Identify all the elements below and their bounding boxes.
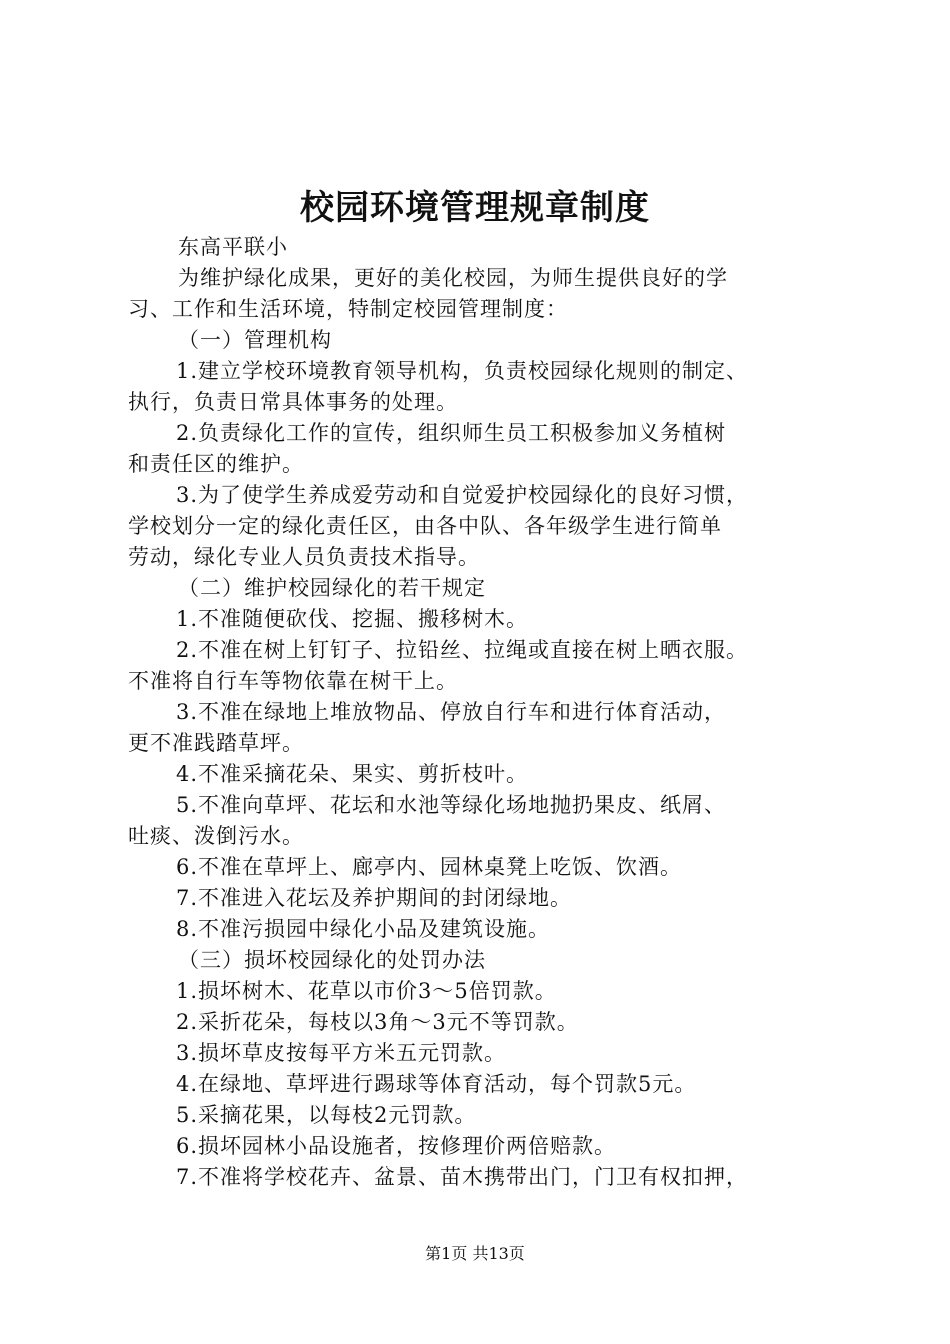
- paragraph-line: 3.不准在绿地上堆放物品、停放自行车和进行体育活动，: [176, 700, 727, 724]
- paragraph-line: 7.不准将学校花卉、盆景、苗木携带出门，门卫有权扣押，: [176, 1165, 749, 1189]
- document-body: [128, 232, 852, 1193]
- paragraph-line: 2.负责绿化工作的宣传，组织师生员工积极参加义务植树: [176, 421, 727, 445]
- paragraph-line: 8.不准污损园中绿化小品及建筑设施。: [176, 917, 551, 941]
- paragraph-line: 为维护绿化成果，更好的美化校园，为师生提供良好的学: [178, 266, 728, 290]
- section-heading: （三）损坏校园绿化的处罚办法: [178, 948, 486, 972]
- paragraph-line: 学校划分一定的绿化责任区，由各中队、各年级学生进行简单: [128, 514, 722, 538]
- paragraph-line: 劳动，绿化专业人员负责技术指导。: [128, 545, 480, 569]
- paragraph-line: 1.不准随便砍伐、挖掘、搬移树木。: [176, 607, 529, 631]
- paragraph-line: 东高平联小: [178, 235, 288, 259]
- section-heading: （一）管理机构: [178, 328, 332, 352]
- paragraph-line: 5.采摘花果，以每枝2元罚款。: [176, 1103, 477, 1127]
- paragraph-line: 习、工作和生活环境，特制定校园管理制度：: [128, 297, 568, 321]
- page-footer: 第1页 共13页: [425, 1244, 525, 1263]
- paragraph-line: 3.为了使学生养成爱劳动和自觉爱护校园绿化的良好习惯，: [176, 483, 749, 507]
- paragraph-line: 不准将自行车等物依靠在树干上。: [128, 669, 458, 693]
- document-title: 校园环境管理规章制度: [300, 188, 650, 228]
- paragraph-line: 吐痰、泼倒污水。: [128, 824, 304, 848]
- paragraph-line: 4.在绿地、草坪进行踢球等体育活动，每个罚款5元。: [176, 1072, 697, 1096]
- paragraph-line: 和责任区的维护。: [128, 452, 304, 476]
- paragraph-line: 7.不准进入花坛及养护期间的封闭绿地。: [176, 886, 573, 910]
- paragraph-line: 6.不准在草坪上、廊亭内、园林桌凳上吃饭、饮酒。: [176, 855, 683, 879]
- paragraph-line: 1.建立学校环境教育领导机构，负责校园绿化规则的制定、: [176, 359, 749, 383]
- paragraph-line: 2.不准在树上钉钉子、拉铅丝、拉绳或直接在树上晒衣服。: [176, 638, 749, 662]
- paragraph-line: 执行，负责日常具体事务的处理。: [128, 390, 458, 414]
- paragraph-line: 4.不准采摘花朵、果实、剪折枝叶。: [176, 762, 529, 786]
- section-heading: （二）维护校园绿化的若干规定: [178, 576, 486, 600]
- paragraph-line: 2.采折花朵，每枝以3角～3元不等罚款。: [176, 1010, 579, 1034]
- paragraph-line: 6.损坏园林小品设施者，按修理价两倍赔款。: [176, 1134, 617, 1158]
- paragraph-line: 5.不准向草坪、花坛和水池等绿化场地抛扔果皮、纸屑、: [176, 793, 727, 817]
- paragraph-line: 更不准践踏草坪。: [128, 731, 304, 755]
- paragraph-line: 1.损坏树木、花草以市价3～5倍罚款。: [176, 979, 557, 1003]
- paragraph-line: 3.损坏草皮按每平方米五元罚款。: [176, 1041, 507, 1065]
